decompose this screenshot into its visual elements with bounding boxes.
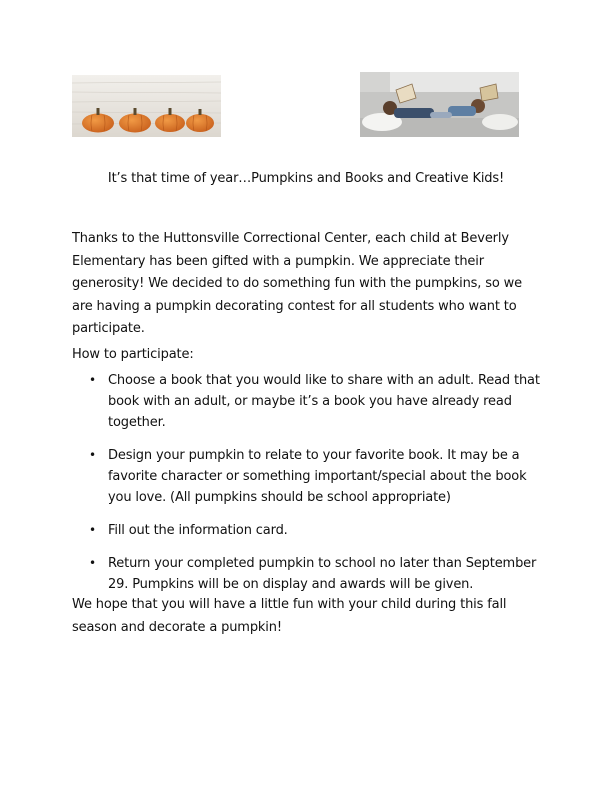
bullet-icon: • [89,448,96,462]
step-item [72,445,542,508]
step-text: Return your completed pumpkin to school no later than September 29. Pumpkins will be on display and awards will be given. [108,556,537,592]
bullet-icon: • [89,523,96,537]
bullet-icon: • [89,373,96,387]
intro-paragraph: Thanks to the Huttonsville Correctional Center, each child at Beverly Elementary has been gifted with a pumpkin. We appreciate their generosity! We decided to do something fun with the pumpkins, so we are having a pumpkin decorating contest for all students who want to participate. [72,231,522,336]
how-to-participate-label: How to participate: [72,347,194,362]
step-item [72,370,542,433]
step-item [72,553,542,595]
closing-paragraph: We hope that you will have a little fun with your child during this fall season and decorate a pumpkin! [72,597,507,635]
kids-reading-photo [360,72,519,137]
step-text: Design your pumpkin to relate to your favorite book. It may be a favorite character or something important/special about the book you love. (All pumpkins should be school appropriate) [108,448,527,505]
step-item [72,520,542,541]
pumpkins-photo [72,75,221,137]
bullet-icon: • [89,556,96,570]
step-text: Choose a book that you would like to share with an adult. Read that book with an adult, or maybe it’s a book you have already read together. [108,373,540,430]
participation-steps [72,370,542,607]
step-text: Fill out the information card. [108,523,288,538]
flyer-title: It’s that time of year…Pumpkins and Books and Creative Kids! [107,171,505,186]
